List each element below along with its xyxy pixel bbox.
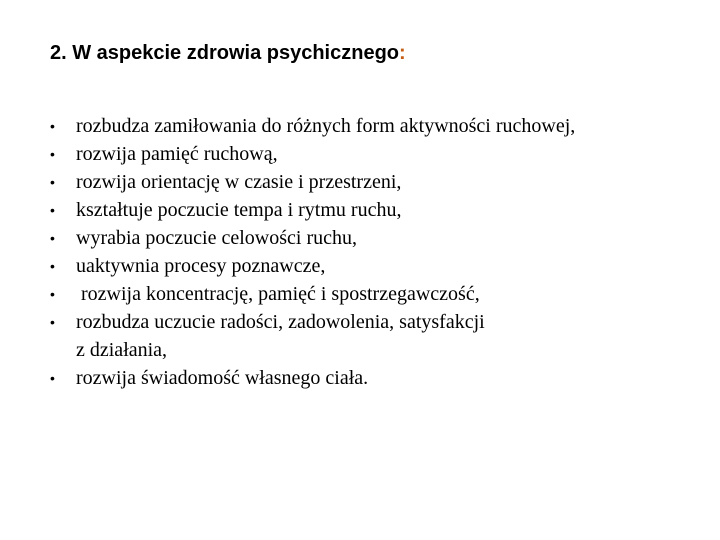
list-item — [50, 364, 700, 392]
bullet-icon: • — [50, 118, 55, 134]
heading-text: 2. W aspekcie zdrowia psychicznego — [50, 42, 400, 64]
list-item — [50, 224, 700, 252]
list-item-text: rozwija pamięć ruchową, — [76, 143, 278, 165]
list-item-text: rozbudza zamiłowania do różnych form aktywności ruchowej, — [76, 115, 576, 137]
bullet-icon: • — [50, 202, 55, 218]
list-item — [50, 112, 700, 140]
bullet-icon: • — [50, 258, 55, 274]
bullet-icon: • — [50, 146, 55, 162]
list-item — [50, 140, 700, 168]
bullet-icon: • — [50, 286, 55, 302]
list-item — [50, 308, 700, 364]
list-item-text: rozbudza uczucie radości, zadowolenia, satysfakcji — [76, 311, 485, 333]
list-item-text: kształtuje poczucie tempa i rytmu ruchu, — [76, 199, 402, 221]
heading-colon: : — [399, 42, 406, 64]
list-item — [50, 196, 700, 224]
list-item-continuation: z działania, — [76, 339, 168, 361]
bullet-icon: • — [50, 314, 55, 330]
list-item-text: rozwija świadomość własnego ciała. — [76, 367, 369, 389]
list-item-text: uaktywnia procesy poznawcze, — [76, 255, 326, 277]
list-item — [50, 252, 700, 280]
list-item-text: rozwija orientację w czasie i przestrzeni, — [76, 171, 402, 193]
list-item — [50, 168, 700, 196]
bullet-list — [50, 112, 700, 392]
bullet-icon: • — [50, 174, 55, 190]
bullet-icon: • — [50, 230, 55, 246]
list-item-text: rozwija koncentrację, pamięć i spostrzegawczość, — [76, 283, 480, 305]
list-item-text: wyrabia poczucie celowości ruchu, — [76, 227, 357, 249]
list-item — [50, 280, 700, 308]
bullet-icon: • — [50, 370, 55, 386]
slide-heading — [50, 42, 406, 65]
